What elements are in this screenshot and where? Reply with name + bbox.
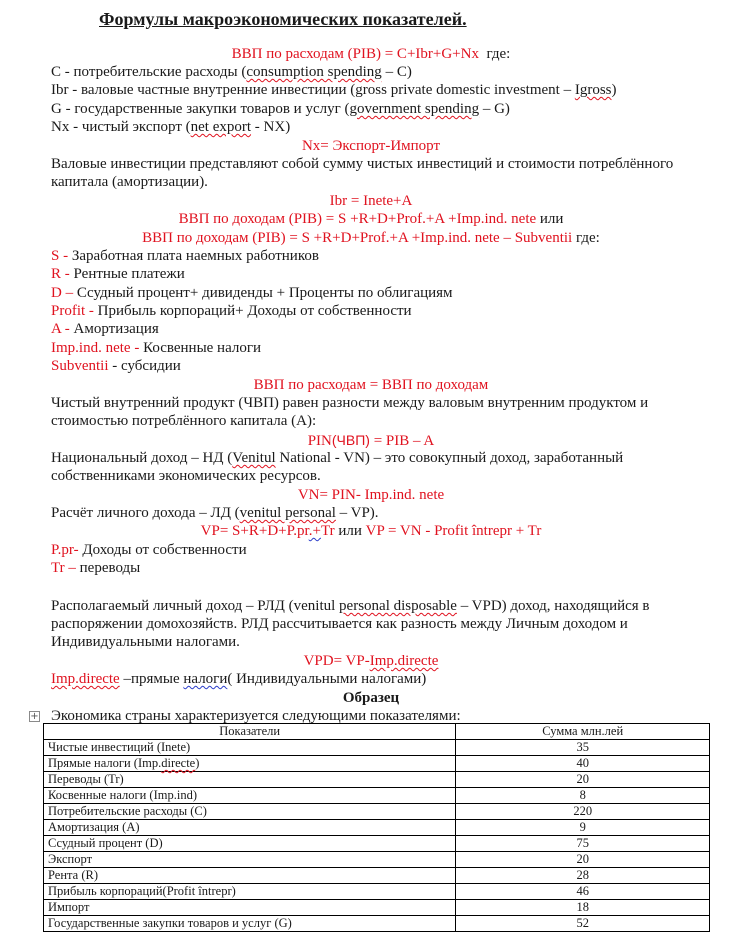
ndp-text-2: стоимостью потреблённого капитала (А): <box>51 413 317 429</box>
formula-equality: ВВП по расходам = ВВП по доходам <box>253 377 489 393</box>
formula-vn: VN= PIN- Imp.ind. nete <box>297 487 445 503</box>
table-row: Государственные закупки товаров и услуг (G) 52 <box>44 916 710 932</box>
personal-income-text: Расчёт личного дохода – ЛД (venitul personal – VP). <box>51 505 379 521</box>
table-row: Чистые инвестиций (Inete) 35 <box>44 740 710 756</box>
def-g: G - государственные закупки товаров и услуг (government spending – G) <box>51 101 510 117</box>
table-intro: Экономика страны характеризуется следующими показателями: <box>51 708 461 724</box>
document-title: Формулы макроэкономических показателей. <box>99 9 467 29</box>
def-c: C - потребительские расходы (consumption spending – C) <box>51 64 412 80</box>
gross-investment-text-1: Валовые инвестиции представляют собой сумму чистых инвестиций и стоимости потреблённого <box>51 156 674 172</box>
indicators-table <box>43 723 710 932</box>
sample-heading: Образец <box>342 690 400 706</box>
move-handle-icon[interactable]: + <box>30 711 39 722</box>
table-row: Амортизация (A) 9 <box>44 820 710 836</box>
def-nx: Nx - чистый экспорт (net export - NX) <box>51 119 291 135</box>
national-income-text-1: Национальный доход – НД (Venitul National - VN) – это совокупный доход, заработанный <box>51 450 624 466</box>
formula-vpd: VPD= VP-Imp.directe <box>303 653 439 669</box>
def-imp-ind: Imp.ind. nete - Косвенные налоги <box>51 340 262 356</box>
table-row: Импорт 18 <box>44 900 710 916</box>
national-income-text-2: собственниками экономических ресурсов. <box>51 468 321 484</box>
def-imp-directe: Imp.directe –прямые налоги( Индивидуальными налогами) <box>51 671 427 687</box>
def-r: R - Рентные платежи <box>51 266 185 282</box>
disposable-income-text-1: Располагаемый личный доход – РЛД (venitul personal disposable – VPD) доход, находящийся в <box>51 598 650 614</box>
def-tr: Tr – переводы <box>51 560 141 576</box>
def-ppr: P.pr- Доходы от собственности <box>51 542 247 558</box>
table-row: Косвенные налоги (Imp.ind) 8 <box>44 788 710 804</box>
header-amount: Сумма млн.лей <box>456 724 710 740</box>
formula-pin: PIN(ЧВП) = PIB – A <box>307 432 435 449</box>
def-profit: Profit - Прибыль корпораций+ Доходы от собственности <box>51 303 412 319</box>
formula-nx: Nx= Экспорт-Импорт <box>301 138 441 154</box>
formula-gdp-income-2: ВВП по доходам (PIB) = S +R+D+Prof.+A +Imp.ind. nete – Subventii где: <box>142 230 600 246</box>
formula-vp: VP= S+R+D+P.pr.+Tr или VP = VN - Profit întrepr + Tr <box>200 523 542 539</box>
table-row: Переводы (Tr) 20 <box>44 772 710 788</box>
formula-gdp-income-1: ВВП по доходам (PIB) = S +R+D+Prof.+A +Imp.ind. nete или <box>178 211 564 227</box>
header-indicators: Показатели <box>44 724 456 740</box>
ndp-text-1: Чистый внутренний продукт (ЧВП) равен разности между валовым внутренним продуктом и <box>51 395 649 411</box>
def-ibr: Ibr - валовые частные внутренние инвестиции (gross private domestic investment – Igross) <box>51 82 617 98</box>
table-row: Потребительские расходы (C) 220 <box>44 804 710 820</box>
table-row: Рента (R) 28 <box>44 868 710 884</box>
table-row: Прибыль корпораций(Profit întrepr) 46 <box>44 884 710 900</box>
formula-ibr: Ibr = Inete+A <box>329 193 413 209</box>
gross-investment-text-2: капитала (амортизации). <box>51 174 208 190</box>
disposable-income-text-2: распоряжении домохозяйств. РЛД рассчитывается как разность между Личным доходом и <box>51 616 628 632</box>
def-a: A - Амортизация <box>51 321 159 337</box>
def-subventii: Subventii - субсидии <box>51 358 181 374</box>
def-d: D – Ссудный процент+ дивиденды + Проценты по облигациям <box>51 285 453 301</box>
formula-gdp-expenditure: ВВП по расходам (PIB) = C+Ibr+G+Nx где: <box>231 46 511 62</box>
table-header-row <box>44 724 710 740</box>
table-row: Прямые налоги (Imp.directe) 40 <box>44 756 710 772</box>
disposable-income-text-3: Индивидуальными налогами. <box>51 634 240 650</box>
table-row: Экспорт 20 <box>44 852 710 868</box>
def-s: S - Заработная плата наемных работников <box>51 248 319 264</box>
table-row: Ссудный процент (D) 75 <box>44 836 710 852</box>
